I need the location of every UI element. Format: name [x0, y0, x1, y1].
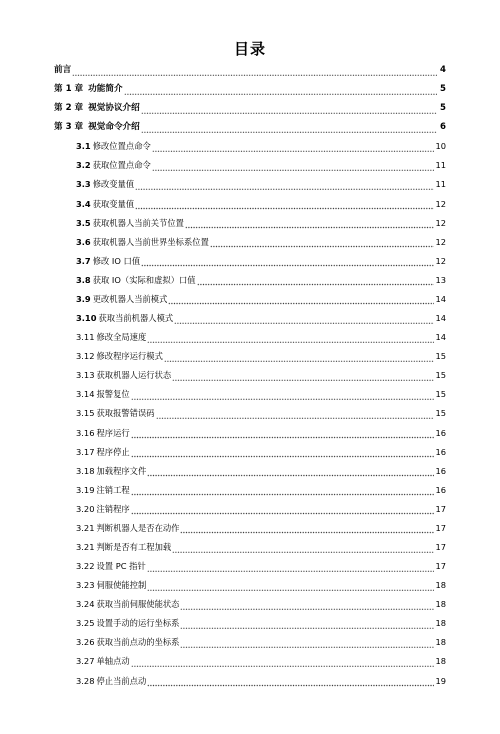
toc-entry-page: 19 — [435, 675, 446, 686]
toc-dot-leader — [124, 85, 437, 95]
toc-entry-page: 15 — [435, 351, 446, 362]
toc-entry-page: 4 — [440, 65, 446, 75]
toc-dot-leader — [152, 161, 435, 171]
toc-entry-page: 18 — [435, 618, 446, 629]
toc-entry-page: 16 — [435, 446, 446, 457]
toc-dot-leader — [168, 295, 434, 305]
toc-dot-leader — [210, 238, 435, 248]
toc-entry-page: 16 — [435, 484, 446, 495]
toc-dot-leader — [72, 66, 437, 76]
toc-entry-page: 14 — [435, 313, 446, 324]
toc-entry[interactable] — [76, 539, 446, 553]
toc-entry-page: 15 — [435, 408, 446, 419]
toc-dot-leader — [174, 314, 434, 324]
toc-dot-leader — [131, 448, 435, 458]
toc-entry[interactable] — [76, 634, 446, 648]
toc-entry[interactable] — [76, 501, 446, 515]
toc-entry-title: 判断机器人是否在动作 — [96, 522, 180, 533]
toc-entry-number: 3.6 — [76, 236, 91, 247]
toc-entry-page: 11 — [435, 160, 446, 171]
toc-dot-leader — [180, 619, 434, 629]
toc-entry-number: 3.21 — [76, 522, 95, 533]
toc-entry-title: 获取 IO（实际和虚拟）口值 — [92, 274, 196, 285]
toc-entry-page: 16 — [435, 465, 446, 476]
toc-entry-page: 13 — [435, 274, 446, 285]
toc-entry-number: 3.9 — [76, 293, 91, 304]
toc-title: 目录 — [233, 40, 266, 58]
toc-entry-page: 14 — [435, 332, 446, 343]
toc-entry-title: 注销工程 — [96, 484, 130, 495]
toc-entry-title: 修改全局速度 — [96, 332, 147, 343]
toc-dot-leader — [147, 467, 434, 477]
toc-entry[interactable] — [76, 444, 446, 458]
toc-dot-leader — [156, 409, 435, 419]
toc-entry-title: 获取当前点动的坐标系 — [96, 637, 180, 648]
toc-entry-number: 第 1 章 — [54, 84, 84, 95]
toc-entry[interactable] — [76, 138, 446, 152]
toc-entry-number: 3.18 — [76, 465, 95, 476]
toc-entry[interactable] — [76, 558, 446, 572]
toc-entry-number: 3.25 — [76, 618, 95, 629]
toc-entry[interactable] — [54, 100, 446, 114]
toc-entry-number: 3.20 — [76, 503, 95, 514]
toc-dot-leader — [172, 543, 434, 553]
toc-entry-number: 3.7 — [76, 255, 91, 266]
toc-entry-title: 修改 IO 口值 — [92, 255, 141, 266]
toc-dot-leader — [197, 276, 435, 286]
toc-entry-page: 18 — [435, 580, 446, 591]
toc-dot-leader — [131, 429, 435, 439]
toc-entry[interactable] — [54, 119, 446, 133]
toc-entry-number: 第 3 章 — [54, 122, 84, 133]
toc-dot-leader — [185, 219, 434, 229]
toc-entry-number: 3.14 — [76, 389, 95, 400]
toc-entry[interactable] — [76, 463, 446, 477]
toc-entry[interactable] — [76, 673, 446, 687]
toc-entry-title: 修改变量值 — [92, 179, 135, 190]
toc-entry-number: 3.16 — [76, 427, 95, 438]
toc-entry-title: 前言 — [54, 65, 72, 75]
toc-entry-page: 12 — [435, 198, 446, 209]
toc-entry[interactable] — [76, 653, 446, 667]
toc-entry-number: 3.15 — [76, 408, 95, 419]
toc-entry-page: 5 — [440, 103, 446, 114]
toc-entry[interactable] — [76, 386, 446, 400]
toc-entry-number: 3.5 — [76, 217, 91, 228]
toc-entry[interactable] — [54, 62, 446, 76]
toc-entry-number: 3.17 — [76, 446, 95, 457]
toc-entry[interactable] — [76, 615, 446, 629]
toc-entry-number: 3.2 — [76, 160, 91, 171]
toc-entry-page: 18 — [435, 637, 446, 648]
toc-entry-page: 12 — [435, 217, 446, 228]
toc-entry[interactable] — [76, 215, 446, 229]
toc-entry-page: 12 — [435, 255, 446, 266]
toc-dot-leader — [131, 657, 435, 667]
toc-entry-title: 注销程序 — [96, 503, 130, 514]
toc-entry-number: 3.23 — [76, 580, 95, 591]
toc-entry-title: 视觉协议介绍 — [88, 103, 140, 114]
toc-entry-title: 视觉命令介绍 — [88, 122, 140, 133]
toc-entry[interactable] — [76, 176, 446, 190]
toc-entry[interactable] — [76, 520, 446, 534]
toc-entry-title: 更改机器人当前模式 — [92, 293, 168, 304]
toc-entry-page: 17 — [435, 561, 446, 572]
toc-entry-page: 15 — [435, 370, 446, 381]
toc-entry-page: 12 — [435, 236, 446, 247]
toc-entry-title: 修改程序运行模式 — [96, 351, 163, 362]
toc-entry[interactable] — [76, 367, 446, 381]
toc-entry-page: 18 — [435, 656, 446, 667]
toc-entry-title: 程序停止 — [96, 446, 130, 457]
toc-entry[interactable] — [54, 81, 446, 95]
toc-entry-page: 17 — [435, 503, 446, 514]
toc-entry-page: 10 — [435, 141, 446, 152]
toc-dot-leader — [141, 257, 434, 267]
toc-entry-number: 3.13 — [76, 370, 95, 381]
toc-entry-number: 3.4 — [76, 198, 91, 209]
toc-entry-title: 获取报警错误码 — [96, 408, 155, 419]
toc-entry[interactable] — [76, 253, 446, 267]
toc-entry-title: 伺服使能控制 — [96, 580, 147, 591]
toc-entry[interactable] — [76, 405, 446, 419]
toc-entry-title: 设置 PC 指针 — [96, 561, 146, 572]
toc-dot-leader — [141, 104, 437, 114]
toc-entry-number: 3.8 — [76, 274, 91, 285]
toc-entry[interactable] — [76, 577, 446, 591]
toc-entry-page: 6 — [440, 122, 446, 133]
toc-entry[interactable] — [76, 596, 446, 610]
toc-entry[interactable] — [76, 329, 446, 343]
toc-entry-title: 设置手动的运行坐标系 — [96, 618, 180, 629]
toc-dot-leader — [131, 390, 435, 400]
toc-entry[interactable] — [76, 482, 446, 496]
toc-entry-number: 3.27 — [76, 656, 95, 667]
toc-entry[interactable] — [76, 234, 446, 248]
toc-dot-leader — [147, 333, 434, 343]
toc-entry-number: 3.21 — [76, 542, 95, 552]
toc-dot-leader — [164, 352, 435, 362]
toc-entry-number: 3.3 — [76, 179, 91, 190]
toc-dot-leader — [152, 142, 435, 152]
toc-entry[interactable] — [76, 310, 446, 324]
toc-entry-number: 3.11 — [76, 332, 95, 343]
toc-dot-leader — [172, 371, 434, 381]
toc-entry[interactable] — [76, 272, 446, 286]
toc-entry-number: 3.28 — [76, 675, 95, 686]
toc-entry-title: 加载程序文件 — [96, 465, 147, 476]
toc-entry-page: 11 — [435, 179, 446, 190]
toc-entry[interactable] — [76, 291, 446, 305]
toc-entry-number: 3.10 — [76, 313, 97, 324]
toc-dot-leader — [131, 505, 435, 515]
toc-entry-page: 17 — [435, 522, 446, 533]
toc-entry[interactable] — [76, 348, 446, 362]
toc-dot-leader — [135, 180, 434, 190]
toc-entry-number: 第 2 章 — [54, 103, 84, 114]
toc-entry-title: 修改位置点命令 — [92, 141, 151, 152]
toc-entry-title: 停止当前点动 — [96, 675, 147, 686]
toc-dot-leader — [180, 638, 434, 648]
toc-entry-page: 14 — [435, 293, 446, 304]
toc-dot-leader — [135, 200, 434, 210]
toc-entry-page: 17 — [435, 542, 446, 552]
toc-entry-number: 3.1 — [76, 141, 91, 152]
toc-entry-number: 3.24 — [76, 599, 95, 610]
toc-entry-title: 判断是否有工程加载 — [96, 542, 172, 552]
toc-dot-leader — [147, 581, 434, 591]
toc-entry-number: 3.12 — [76, 351, 95, 362]
toc-dot-leader — [180, 524, 434, 534]
toc-dot-leader — [131, 486, 435, 496]
toc-entry-title: 功能简介 — [88, 84, 123, 95]
toc-entry-page: 15 — [435, 389, 446, 400]
toc-dot-leader — [141, 123, 437, 133]
toc-entry-number: 3.19 — [76, 484, 95, 495]
toc-entry-page: 16 — [435, 427, 446, 438]
toc-entry-page: 18 — [435, 599, 446, 610]
toc-entry[interactable] — [76, 196, 446, 210]
toc-entry-page: 5 — [440, 84, 446, 95]
toc-dot-leader — [147, 677, 434, 687]
toc-entry-title: 程序运行 — [96, 427, 130, 438]
toc-dot-leader — [180, 600, 434, 610]
toc-entry[interactable] — [76, 157, 446, 171]
toc-entry-title: 获取位置点命令 — [92, 160, 151, 171]
toc-dot-leader — [147, 562, 435, 572]
toc-entry-title: 获取机器人当前世界坐标系位置 — [92, 236, 209, 247]
toc-entry-title: 单轴点动 — [96, 656, 130, 667]
toc-entry-title: 获取当前伺服使能状态 — [96, 599, 180, 610]
toc-entry-title: 获取机器人当前关节位置 — [92, 217, 184, 228]
toc-entry[interactable] — [76, 425, 446, 439]
toc-entry-title: 获取机器人运行状态 — [96, 370, 172, 381]
toc-entry-title: 报警复位 — [96, 389, 130, 400]
toc-entry-number: 3.26 — [76, 637, 95, 648]
toc-entry-title: 获取变量值 — [92, 198, 135, 209]
toc-entry-title: 获取当前机器人模式 — [98, 313, 174, 324]
toc-entry-number: 3.22 — [76, 561, 95, 572]
